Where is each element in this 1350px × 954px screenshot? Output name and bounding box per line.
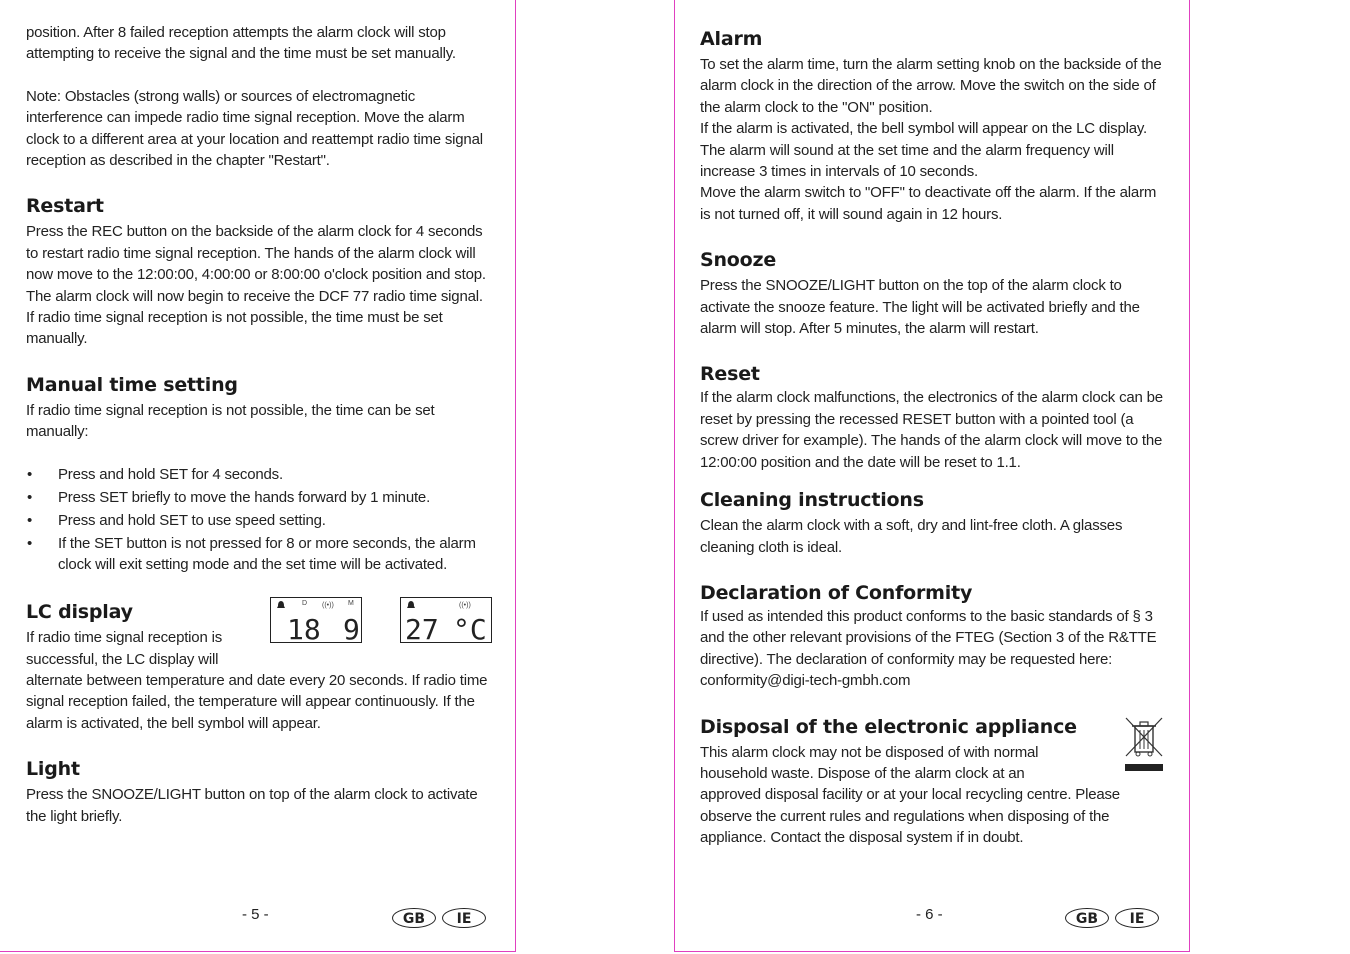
heading-cleaning-instructions: Cleaning instructions [700,489,924,512]
disposal-paragraph-rest: approved disposal facility or at your local recycling centre. Please observe the current rules and regulations when disposing of the appliance. Contact the disposal system if in doubt. [700,786,1120,847]
lcd-day: 18 [287,613,321,645]
heading-declaration-of-conformity: Declaration of Conformity [700,581,973,604]
heading-alarm: Alarm [700,28,763,50]
snooze-paragraph: Press the SNOOZE/LIGHT button on the top of the alarm clock to activate the snooze feature. The light will be activated briefly and the alarm will stop. After 5 minutes, the alarm will restart. [700,277,1140,338]
lcd-temperature: 27 [405,613,439,645]
lcd-label-d: D [302,600,308,608]
language-badge-gb: GB [392,908,436,928]
lc-paragraph-rest: alternate between temperature and date every 20 seconds. If radio time signal reception failed, the temperature will appear continuously. If the alarm is activated, the bell symbol will appear. [26,671,488,732]
lcd-illustrations [270,597,492,643]
lcd-date-display [270,597,362,643]
page-6-content [700,22,1168,849]
note-paragraph [26,86,492,172]
disposal-paragraph-start: This alarm clock may not be disposed of with normal household waste. Dispose of the alarm clock at an [700,743,1039,782]
lcd-month: 9 [343,613,360,645]
heading-lc-display: LC display [26,601,133,624]
conformity-paragraph: If used as intended this product conforms to the basic standards of § 3 and the other relevant provisions of the FTEG (Section 3 of the R&TTE directive). The declaration of conformity may be requested here: conformity@digi-tech-gmbh.com [700,607,1157,690]
bell-icon [277,601,285,608]
manual-steps-list [26,464,492,576]
lcd-label-m: M [348,600,354,608]
page-number: - 5 - [242,906,269,923]
intro-paragraph: position. After 8 failed reception attempts the alarm clock will stop attempting to receive the signal and the time must be set manually. [26,24,456,63]
alarm-paragraph-1: To set the alarm time, turn the alarm setting knob on the backside of the alarm clock in the direction of the arrow. Move the switch on the side of the alarm clock to the "ON" position. [700,56,1162,116]
lc-display-section [26,599,492,734]
restart-paragraph-1: Press the REC button on the backside of the alarm clock for 4 seconds to restart radio time signal reception. The hands of the alarm clock will now move to the 12:00:00, 4:00:00 or 8:00:00 o'clock position and stop. The alarm clock will now begin to receive the DCF 77 radio time signal. [26,223,486,305]
alarm-paragraph-3: Move the alarm switch to "OFF" to deactivate off the alarm. If the alarm is not turned off, it will sound again in 12 hours. [700,184,1157,223]
lcd-unit: °C [453,613,487,645]
restart-paragraph-2: If radio time signal reception is not possible, the time must be set manually. [26,309,443,348]
cleaning-paragraph: Clean the alarm clock with a soft, dry and lint-free cloth. A glasses cleaning cloth is ideal. [700,517,1123,556]
heading-reset: Reset [700,363,760,386]
list-item: • Press and hold SET for 4 seconds. [26,464,492,485]
manual-paragraph-1: If radio time signal reception is not possible, the time can be set manually: [26,401,435,441]
signal-icon: ((•)) [322,602,334,610]
heading-disposal: Disposal of the electronic appliance [700,715,1077,738]
language-badge-ie: IE [1115,908,1159,928]
list-item: • If the SET button is not pressed for 8 or more seconds, the alarm clock will exit setting mode and the set time will be activated. [26,533,492,576]
list-item: • Press SET briefly to move the hands forward by 1 minute. [26,487,492,508]
language-badge-gb: GB [1065,908,1109,928]
page-5 [0,0,516,952]
page-6 [674,0,1190,952]
heading-snooze: Snooze [700,249,777,272]
crossed-out-bin-icon [1122,714,1166,774]
light-paragraph: Press the SNOOZE/LIGHT button on top of the alarm clock to activate the light briefly. [26,786,478,825]
language-badge-ie: IE [442,908,486,928]
page-number: - 6 - [916,906,943,923]
list-item: • Press and hold SET to use speed setting. [26,510,492,531]
heading-restart: Restart [26,195,104,218]
page-5-content [26,22,492,827]
bell-icon [407,601,415,608]
heading-manual-time-setting: Manual time setting [26,373,238,396]
note-label: Note: [26,87,61,105]
disposal-section [700,714,1168,849]
reset-paragraph: If the alarm clock malfunctions, the electronics of the alarm clock can be reset by pressing the recessed RESET button with a pointed tool (a screw driver for example). The hands of the alarm clock will move to the 12:00:00 position and the date will be reset to 1.1. [700,389,1163,471]
alarm-paragraph-2: If the alarm is activated, the bell symbol will appear on the LC display. The alarm will sound at the set time and the alarm frequency will increase 3 times in intervals of 10 seconds. [700,120,1148,181]
note-text: Obstacles (strong walls) or sources of electromagnetic interference can impede radio time signal reception. Move the alarm clock to a different area at your location and reattempt radio time signal reception as described in the chapter "Restart". [26,87,483,170]
signal-icon: ((•)) [459,602,471,610]
lc-paragraph-start: If radio time signal reception is successful, the LC display will [26,629,222,668]
heading-light: Light [26,758,80,781]
lcd-temperature-display [400,597,492,643]
